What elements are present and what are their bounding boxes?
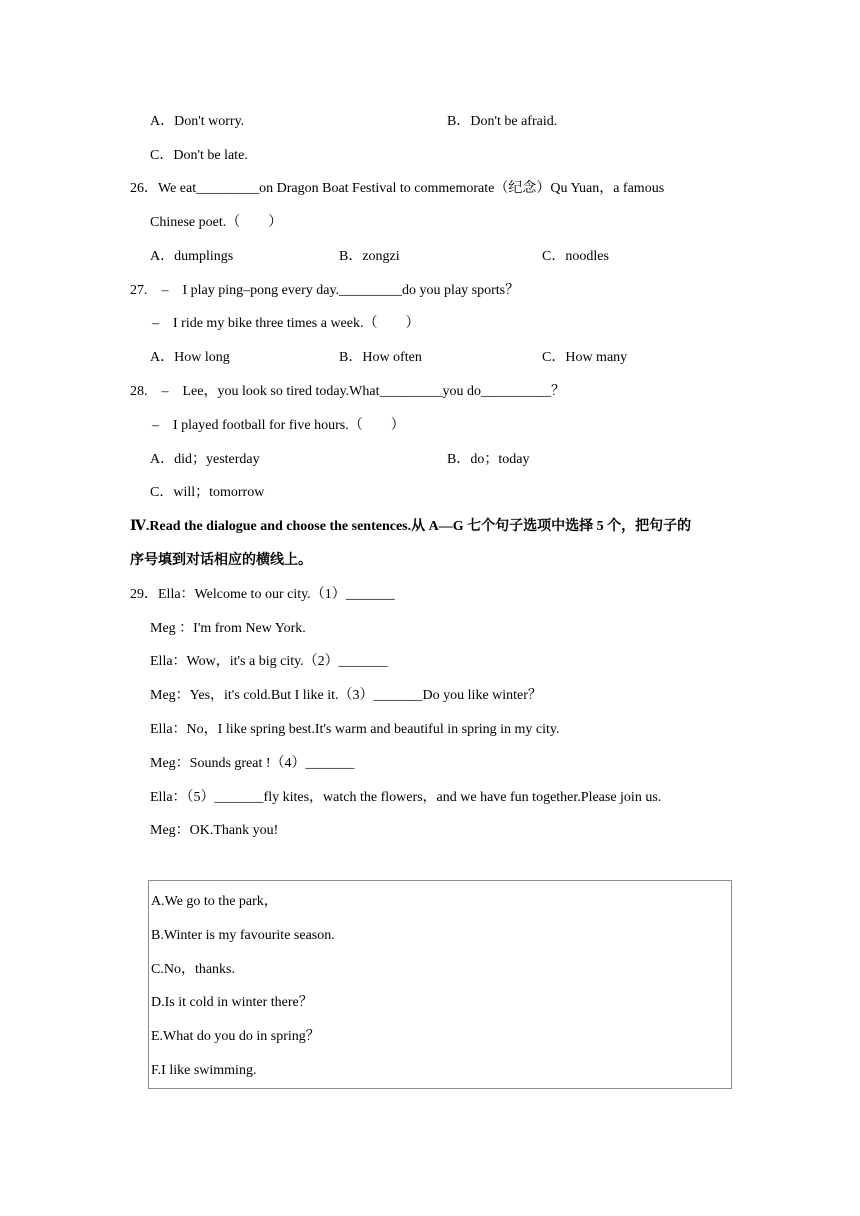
sentence-option: C.No，thanks.: [151, 962, 235, 977]
q27-option-a: A．How long: [150, 350, 230, 365]
q25-option-b: B．Don't be afraid.: [447, 114, 558, 129]
q25-option-c: C．Don't be late.: [150, 148, 248, 163]
q28-stem-line1: 28. – Lee，you look so tired today.What_________you do__________？: [130, 384, 565, 399]
q28-option-a: A．did；yesterday: [150, 452, 260, 467]
section-heading-line2: 序号填到对话相应的横线上。: [130, 553, 312, 568]
sentence-option: D.Is it cold in winter there？: [151, 995, 313, 1010]
sentence-option: B.Winter is my favourite season.: [151, 928, 335, 943]
q26-option-b: B．zongzi: [339, 249, 400, 264]
q28-stem-line2: – I played football for five hours.（ ）: [152, 418, 405, 433]
q27-option-c: C．How many: [542, 350, 628, 365]
q26-stem-line2: Chinese poet.（ ）: [150, 215, 283, 230]
dialogue-line: Ella：（5）_______fly kites，watch the flowers，and we have fun together.Please join us.: [150, 790, 662, 805]
q27-stem-line2: – I ride my bike three times a week.（ ）: [152, 316, 420, 331]
dialogue-line: 29．Ella：Welcome to our city.（1）_______: [130, 587, 395, 602]
sentence-option: E.What do you do in spring？: [151, 1029, 320, 1044]
q27-option-b: B．How often: [339, 350, 422, 365]
q26-option-a: A．dumplings: [150, 249, 234, 264]
dialogue-line: Ella：Wow，it's a big city.（2）_______: [150, 654, 388, 669]
sentence-options-box: [148, 880, 732, 1089]
q28-option-c: C．will；tomorrow: [150, 485, 265, 500]
q27-stem-line1: 27. – I play ping–pong every day._________do you play sports？: [130, 283, 520, 298]
q25-option-a: A．Don't worry.: [150, 114, 245, 129]
q28-option-b: B．do；today: [447, 452, 530, 467]
dialogue-line: Meg：OK.Thank you!: [150, 823, 279, 838]
sentence-option: A.We go to the park，: [151, 894, 278, 909]
dialogue-line: Meg ：I'm from New York.: [150, 621, 306, 636]
dialogue-line: Meg：Yes，it's cold.But I like it.（3）_______Do you like winter？: [150, 688, 542, 703]
section-heading-line1: Ⅳ.Read the dialogue and choose the sentences.从 A—G 七个句子选项中选择 5 个，把句子的: [130, 519, 692, 534]
dialogue-line: Meg：Sounds great !（4）_______: [150, 756, 355, 771]
sentence-option: F.I like swimming.: [151, 1063, 257, 1078]
dialogue-line: Ella：No，I like spring best.It's warm and beautiful in spring in my city.: [150, 722, 560, 737]
q26-option-c: C．noodles: [542, 249, 609, 264]
q26-stem-line1: 26．We eat_________on Dragon Boat Festival to commemorate（纪念）Qu Yuan，a famous: [130, 181, 665, 196]
